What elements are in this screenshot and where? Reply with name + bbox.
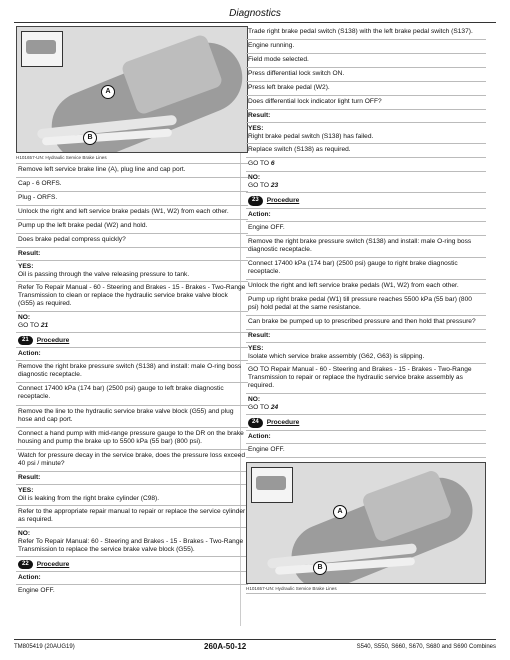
procedure-number-badge: 22: [18, 560, 33, 569]
step: Engine OFF.: [246, 444, 486, 458]
procedure-link[interactable]: Procedure: [266, 418, 300, 426]
yes-outcome: [16, 485, 248, 506]
page-number: 260A-50-12: [204, 642, 247, 651]
procedure-24-header: [246, 415, 486, 430]
repair-reference: Refer to the appropriate repair manual to repair or replace the service cylinder as required.: [16, 506, 248, 528]
procedure-23-header: [246, 193, 486, 208]
step: Connect 17400 kPa (174 bar) (2500 psi) gauge to right brake diagnostic receptacle.: [246, 258, 486, 280]
models-list: S540, S550, S660, S670, S680 and S690 Combines: [356, 644, 496, 650]
step: Engine OFF.: [246, 222, 486, 236]
step-question: Does brake pedal compress quickly?: [16, 234, 248, 248]
step: Cap - 6 ORFS.: [16, 178, 248, 192]
replace-step: Replace switch (S138) as required.: [246, 144, 486, 158]
goto-link[interactable]: 24: [270, 404, 279, 412]
yes-text: Oil is leaking from the right brake cylinder (C98).: [18, 494, 160, 502]
procedure-link[interactable]: Procedure: [36, 560, 70, 568]
callout-a: A: [101, 85, 115, 99]
figure-inset: [251, 467, 293, 503]
no-outcome: [246, 394, 486, 415]
procedure-link[interactable]: Procedure: [36, 336, 70, 344]
procedure-number-badge: 24: [248, 418, 263, 427]
procedure-link[interactable]: Procedure: [266, 197, 300, 205]
yes-label: YES:: [248, 345, 264, 353]
no-outcome: [246, 172, 486, 193]
step-question: Can brake be pumped up to prescribed pressure and then hold that pressure?: [246, 316, 486, 330]
action-label: Action:: [246, 431, 486, 444]
goto-link[interactable]: 6: [270, 160, 275, 168]
step: Remove the line to the hydraulic service brake valve block (G55) and plug hose and cap port.: [16, 406, 248, 428]
inset-machine-shape: [256, 476, 286, 490]
yes-label: YES:: [248, 125, 264, 133]
no-text: Refer To Repair Manual: 60 - Steering and Brakes - 15 - Brakes - Two-Range Transmission to replace the service brake valve block (G55).: [18, 537, 244, 553]
goto-step: [246, 158, 486, 172]
step: Remove the right brake pressure switch (S138) and install: male O-ring boss diagnostic receptacle.: [16, 361, 248, 383]
action-label: Action:: [16, 572, 248, 585]
step: Remove left service brake line (A), plug line and cap port.: [16, 164, 248, 178]
step: Connect a hand pump with mid-range pressure gauge to the DR on the brake housing and pump the brake up to 5500 kPa (55 bar) (800 psi).: [16, 428, 248, 450]
yes-text: Oil is passing through the valve releasing pressure to tank.: [18, 270, 190, 278]
callout-a: A: [333, 505, 347, 519]
yes-label: YES:: [18, 262, 34, 270]
inset-machine-shape: [26, 40, 56, 54]
yes-outcome: [246, 123, 486, 144]
yes-text: Right brake pedal switch (S138) has failed.: [248, 133, 374, 141]
step-question: Does differential lock indicator light turn OFF?: [246, 96, 486, 110]
hydraulic-brake-lines-figure: [16, 26, 248, 153]
no-outcome: [16, 312, 248, 333]
no-outcome: [16, 528, 248, 557]
repair-reference: Refer To Repair Manual - 60 - Steering and Brakes - 15 - Brakes - Two-Range Transmission to clean or replace the hydraulic service brake valve block (G55) as required.: [16, 282, 248, 312]
callout-b: B: [83, 131, 97, 145]
no-label: NO:: [248, 174, 261, 182]
page-footer: [14, 639, 496, 654]
goto-link[interactable]: 21: [40, 322, 49, 329]
figure-inset: [21, 31, 63, 67]
step: Plug - ORFS.: [16, 192, 248, 206]
result-label: Result:: [16, 472, 248, 485]
step: Press left brake pedal (W2).: [246, 82, 486, 96]
figure-caption: H101657-UN: Hydraulic Service Brake Lines: [246, 584, 486, 595]
goto-link[interactable]: 23: [270, 182, 279, 190]
yes-label: YES:: [18, 486, 34, 494]
left-column: [16, 26, 248, 598]
step: Engine OFF.: [18, 587, 55, 595]
result-label: Result:: [246, 110, 486, 123]
no-label: NO:: [248, 396, 261, 404]
step: Pump up the left brake pedal (W2) and hold.: [16, 220, 248, 234]
figure-caption: H101657-UN: Hydraulic Service Brake Lines: [16, 153, 248, 164]
procedure-number-badge: 21: [18, 336, 33, 345]
result-label: Result:: [246, 330, 486, 343]
yes-text: Isolate which service brake assembly (G62, G63) is slipping.: [248, 353, 425, 361]
manual-code: TM805419 (20AUG19): [14, 644, 75, 650]
goto-text: GO TO: [248, 160, 270, 168]
procedure-21-header: [16, 333, 248, 348]
page-title: Diagnostics: [229, 8, 281, 19]
action-label: Action:: [16, 348, 248, 361]
step: Remove the right brake pressure switch (S138) and install: male O-ring boss diagnostic receptacle.: [246, 236, 486, 258]
yes-outcome: [246, 343, 486, 364]
callout-b: B: [313, 561, 327, 575]
step: Connect 17400 kPa (174 bar) (2500 psi) gauge to left brake diagnostic receptacle.: [16, 383, 248, 405]
step: Pump up right brake pedal (W1) till pressure reaches 5500 kPa (55 bar) (800 psi) hold pedal at the same resistance.: [246, 294, 486, 316]
procedure-22-header: [16, 557, 248, 572]
yes-outcome: [16, 261, 248, 282]
step: Trade right brake pedal switch (S138) with the left brake pedal switch (S137).: [246, 26, 486, 40]
action-label: Action:: [246, 209, 486, 222]
right-column: [246, 26, 486, 594]
result-label: Result:: [16, 248, 248, 261]
page-header: [14, 6, 496, 23]
procedure-number-badge: 23: [248, 196, 263, 205]
step: Unlock the right and left service brake pedals (W1, W2) from each other.: [246, 280, 486, 294]
step: Press differential lock switch ON.: [246, 68, 486, 82]
no-label: NO:: [18, 529, 31, 537]
step: Engine running.: [246, 40, 486, 54]
goto-text: GO TO: [248, 182, 270, 190]
step: Field mode selected.: [246, 54, 486, 68]
goto-text: GO TO: [248, 404, 270, 412]
no-label: NO:: [18, 313, 31, 321]
step: Unlock the right and left service brake pedals (W1, W2) from each other.: [16, 206, 248, 220]
step-question: Watch for pressure decay in the service brake, does the pressure loss exceed 40 psi / minute?: [16, 450, 248, 472]
repair-reference: GO TO Repair Manual - 60 - Steering and Brakes - 15 - Brakes - Two-Range Transmission to repair or replace the hydraulic service brake assembly as required.: [246, 364, 486, 394]
goto-text: GO TO: [18, 322, 40, 329]
hydraulic-brake-lines-figure: [246, 462, 486, 584]
